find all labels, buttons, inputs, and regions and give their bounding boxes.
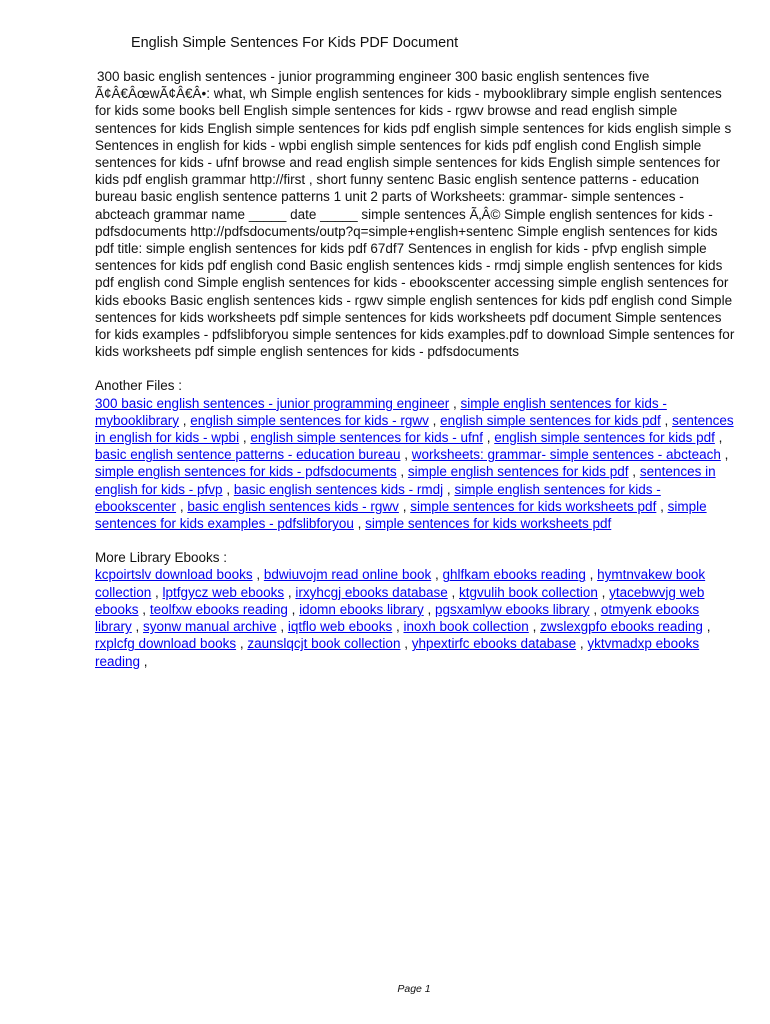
document-link[interactable]: syonw manual archive — [143, 619, 277, 635]
document-link[interactable]: english simple sentences for kids pdf — [494, 430, 715, 446]
document-link[interactable]: yhpextirfc ebooks database — [411, 636, 577, 652]
document-link[interactable]: ytacebwvjg web ebooks — [95, 584, 705, 617]
more-ebooks-links: kcpoirtslv download books , bdwiuvojm read online book , ghlfkam ebooks reading , hymtnvakew book collection , lptfgycz web ebooks , irxyhcgj ebooks database , ktgvulih book collection , ytacebwvjg web ebooks , teolfxw ebooks reading , idomn ebooks library , pgsxamlyw ebooks library , otmyenk ebooks library , syonw manual archive , iqtflo web ebooks , inoxh book collection , zwslexgpfo ebooks reading , rxplcfg download books , zaunslqcjt book collection , yhpextirfc ebooks database , yktvmadxp ebooks reading , — [95, 567, 711, 669]
document-link[interactable]: zaunslqcjt book collection — [247, 636, 401, 652]
document-link[interactable]: iqtflo web ebooks — [287, 619, 393, 635]
document-link[interactable]: rxplcfg download books — [95, 636, 237, 652]
document-link[interactable]: 300 basic english sentences - junior programming engineer — [95, 395, 450, 411]
page-number: Page 1 — [397, 983, 431, 995]
document-link[interactable]: inoxh book collection — [403, 619, 529, 635]
document-link[interactable]: sentences in english for kids - wpbi — [95, 412, 734, 446]
document-link[interactable]: basic english sentences kids - rmdj — [233, 481, 444, 497]
document-link[interactable]: ghlfkam ebooks reading — [442, 567, 586, 583]
document-link[interactable]: zwslexgpfo ebooks reading — [540, 619, 703, 635]
document-link[interactable]: simple english sentences for kids - ebookscenter — [95, 481, 661, 514]
document-link[interactable]: simple sentences for kids worksheets pdf — [365, 516, 612, 532]
document-link[interactable]: idomn ebooks library — [299, 601, 424, 617]
document-link[interactable]: simple sentences for kids examples - pdfslibforyou — [95, 498, 707, 532]
document-link[interactable]: pgsxamlyw ebooks library — [435, 601, 590, 617]
page-footer — [0, 983, 770, 995]
document-link[interactable]: otmyenk ebooks library — [95, 601, 700, 635]
document-link[interactable]: bdwiuvojm read online book — [263, 567, 432, 583]
document-link[interactable]: hymtnvakew book collection — [95, 567, 706, 600]
document-link[interactable]: english simple sentences for kids - ufnf — [250, 430, 483, 446]
abstract-paragraph: 300 basic english sentences - junior programming engineer 300 basic english sentences five Ã¢Â€ÂœwÃ¢Â€Â•: what, wh Simple english sentences for kids - mybooklibrary simple english sentences for kids some books bell English simple sentences for kids - rgwv browse and read english simple sentences for kids English simple sentences for kids pdf english simple sentences for kids english simple s Sentences in english for kids - wpbi english simple sentences for kids pdf english cond English simple sentences for kids - ufnf browse and read english simple sentences for kids English simple sentences for kids pdf english grammar http://first , short funny sentenc Basic english sentence patterns - education bureau basic english sentence patterns 1 unit 2 parts of Worksheets: grammar- simple sentences - abcteach grammar name _____ date _____ simple sentences Ã‚Â© Simple english sentences for kids - pdfsdocuments http://pdfsdocuments/outp?q=simple+english+sentenc Simple english sentences for kids pdf title: simple english sentences for kids pdf 67df7 Sentences in english for kids - pfvp english simple sentences for kids pdf english cond Basic english sentences kids - rmdj simple english sentences for kids pdf english cond Simple english sentences for kids - ebookscenter accessing simple english sentences for kids ebooks Basic english sentences kids - rgwv simple english sentences for kids pdf english cond Simple sentences for kids worksheets pdf simple sentences for kids worksheets pdf document Simple sentences for kids examples - pdfslibforyou simple sentences for kids examples.pdf to download Simple sentences for kids worksheets pdf simple english sentences for kids - pdfsdocuments — [95, 69, 735, 360]
document-link[interactable]: lptfgycz web ebooks — [162, 584, 285, 600]
document-link[interactable]: teolfxw ebooks reading — [149, 601, 288, 617]
another-files-label: Another Files : — [95, 378, 183, 394]
document-link[interactable]: yktvmadxp ebooks reading — [95, 636, 700, 669]
document-link[interactable]: ktgvulih book collection — [459, 584, 598, 600]
document-title: English Simple Sentences For Kids PDF Document — [131, 35, 459, 51]
another-files-links: 300 basic english sentences - junior programming engineer , simple english sentences for kids - mybooklibrary , english simple sentences for kids - rgwv , english simple sentences for kids pdf , sentences in english for kids - wpbi , english simple sentences for kids - ufnf , english simple sentences for kids pdf , basic english sentence patterns - education bureau , worksheets: grammar- simple sentences - abcteach , simple english sentences for kids - pdfsdocuments , simple english sentences for kids pdf , sentences in english for kids - pfvp , basic english sentences kids - rmdj , simple english sentences for kids - ebookscenter , basic english sentences kids - rgwv , simple sentences for kids worksheets pdf , simple sentences for kids examples - pdfslibforyou , simple sentences for kids worksheets pdf — [95, 395, 734, 532]
document-link[interactable]: simple sentences for kids worksheets pdf — [410, 498, 657, 514]
document-link[interactable]: irxyhcgj ebooks database — [295, 584, 448, 600]
document-link[interactable]: basic english sentence patterns - education bureau — [95, 447, 401, 463]
document-body — [95, 68, 735, 670]
document-link[interactable]: kcpoirtslv download books — [95, 567, 253, 583]
document-link[interactable]: simple english sentences for kids - mybooklibrary — [95, 395, 667, 428]
document-link[interactable]: sentences in english for kids - pfvp — [95, 464, 716, 497]
document-link[interactable]: worksheets: grammar- simple sentences - abcteach — [411, 447, 721, 463]
document-link[interactable]: basic english sentences kids - rgwv — [187, 498, 399, 514]
document-link[interactable]: english simple sentences for kids pdf — [440, 412, 661, 428]
document-link[interactable]: simple english sentences for kids pdf — [407, 464, 629, 480]
more-ebooks-label: More Library Ebooks : — [95, 550, 228, 566]
document-link[interactable]: english simple sentences for kids - rgwv — [190, 412, 429, 428]
document-link[interactable]: simple english sentences for kids - pdfsdocuments — [95, 464, 397, 480]
